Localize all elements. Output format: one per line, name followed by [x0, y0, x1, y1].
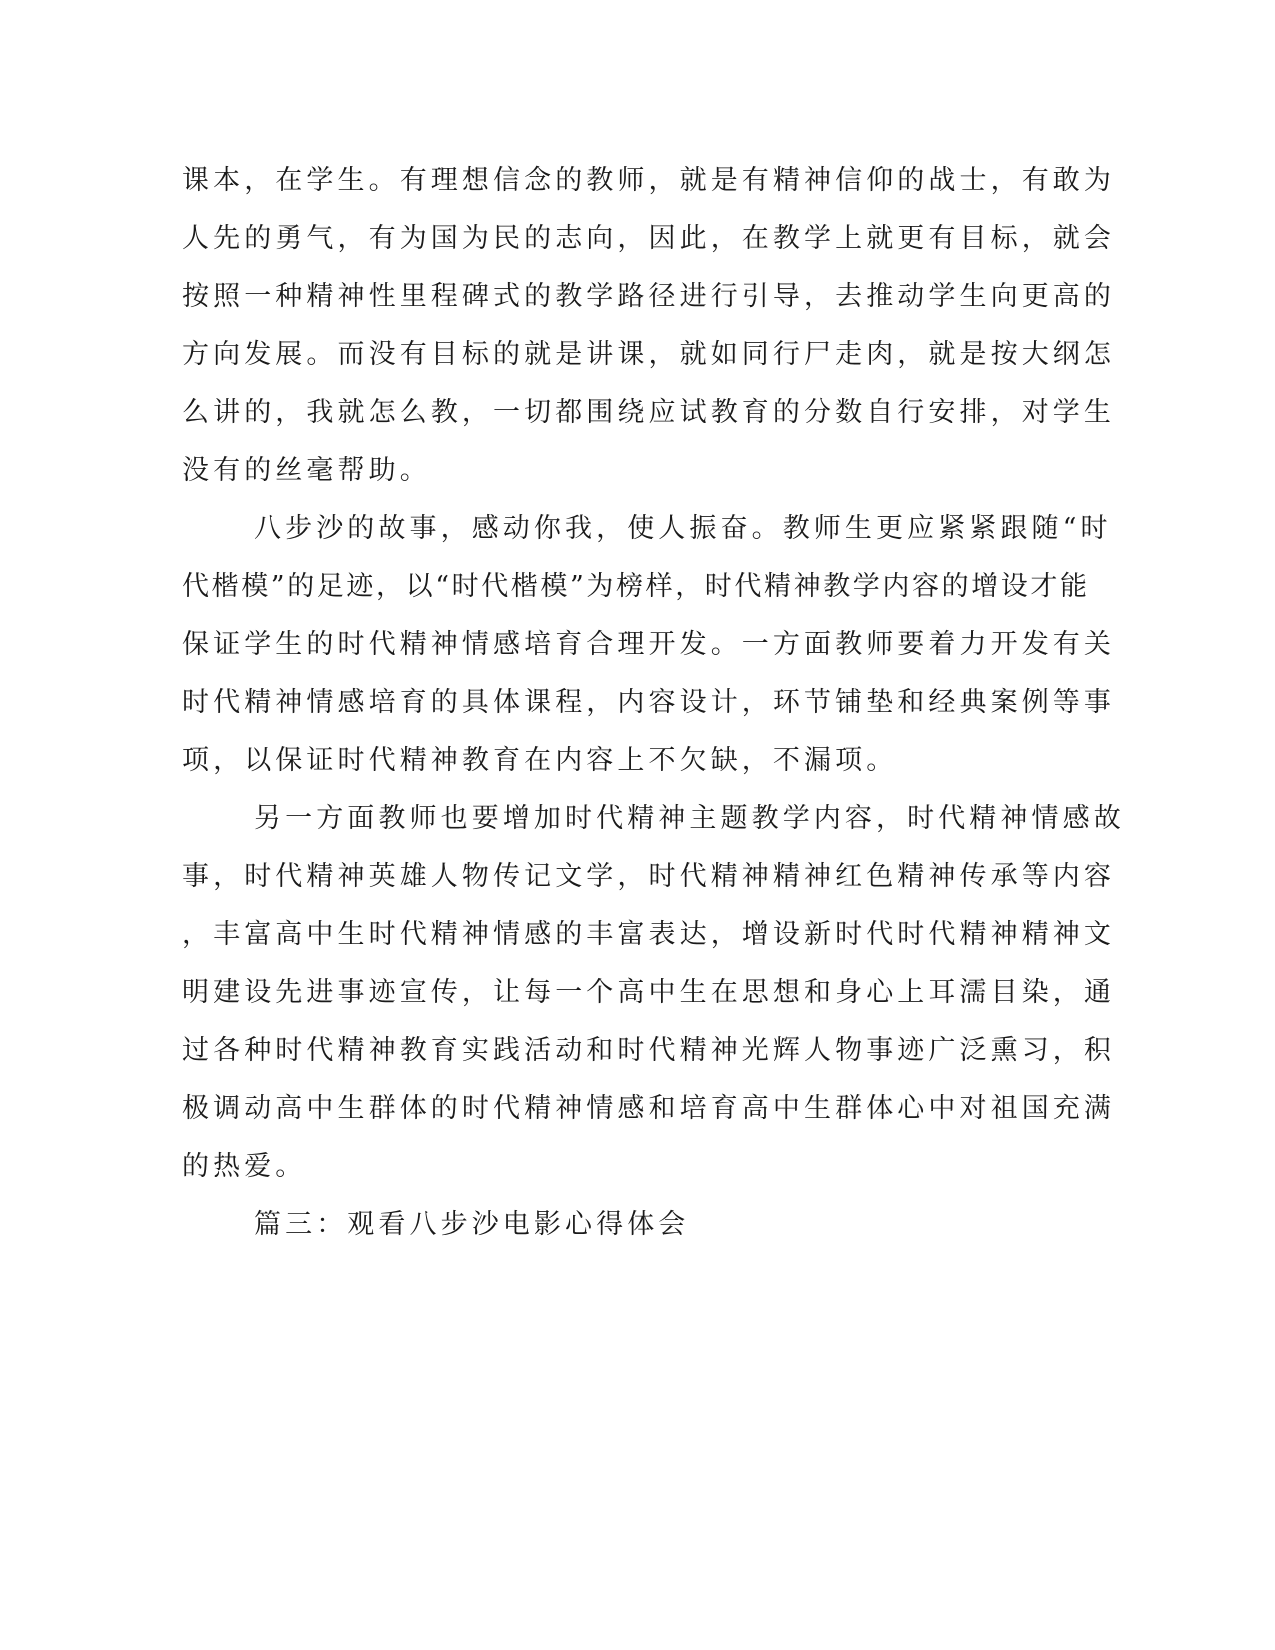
paragraph-line: 另一方面教师也要增加时代精神主题教学内容，时代精神情感故 — [254, 803, 1125, 834]
paragraph-line: 明建设先进事迹宣传，让每一个高中生在思想和身心上耳濡目染，通 — [182, 977, 1115, 1008]
paragraph-line: 么讲的，我就怎么教，一切都围绕应试教育的分数自行安排，对学生 — [182, 397, 1115, 428]
paragraph-line: 极调动高中生群体的时代精神情感和培育高中生群体心中对祖国充满 — [182, 1093, 1115, 1124]
paragraph-line: 按照一种精神性里程碑式的教学路径进行引导，去推动学生向更高的 — [182, 281, 1115, 312]
paragraph-line: 的热爱。 — [182, 1151, 307, 1182]
section-heading: 篇三：观看八步沙电影心得体会 — [254, 1209, 690, 1240]
paragraph-line: ，丰富高中生时代精神情感的丰富表达，增设新时代时代精神精神文 — [182, 919, 1115, 950]
paragraph-line: 方向发展。而没有目标的就是讲课，就如同行尸走肉，就是按大纲怎 — [182, 339, 1115, 370]
paragraph-line: 过各种时代精神教育实践活动和时代精神光辉人物事迹广泛熏习，积 — [182, 1035, 1115, 1066]
paragraph-line: 时代精神情感培育的具体课程，内容设计，环节铺垫和经典案例等事 — [182, 687, 1115, 718]
paragraph-line: 代楷模”的足迹，以“时代楷模”为榜样，时代精神教学内容的增设才能 — [182, 571, 1090, 602]
paragraph-line: 保证学生的时代精神情感培育合理开发。一方面教师要着力开发有关 — [182, 629, 1115, 660]
paragraph-line: 课本，在学生。有理想信念的教师，就是有精神信仰的战士，有敢为 — [182, 165, 1115, 196]
paragraph-line: 人先的勇气，有为国为民的志向，因此，在教学上就更有目标，就会 — [182, 223, 1115, 254]
paragraph-line: 八步沙的故事，感动你我，使人振奋。教师生更应紧紧跟随“时 — [254, 513, 1112, 544]
paragraph-line: 没有的丝毫帮助。 — [182, 455, 431, 486]
paragraph-line: 事，时代精神英雄人物传记文学，时代精神精神红色精神传承等内容 — [182, 861, 1115, 892]
paragraph-line: 项，以保证时代精神教育在内容上不欠缺，不漏项。 — [182, 745, 898, 776]
